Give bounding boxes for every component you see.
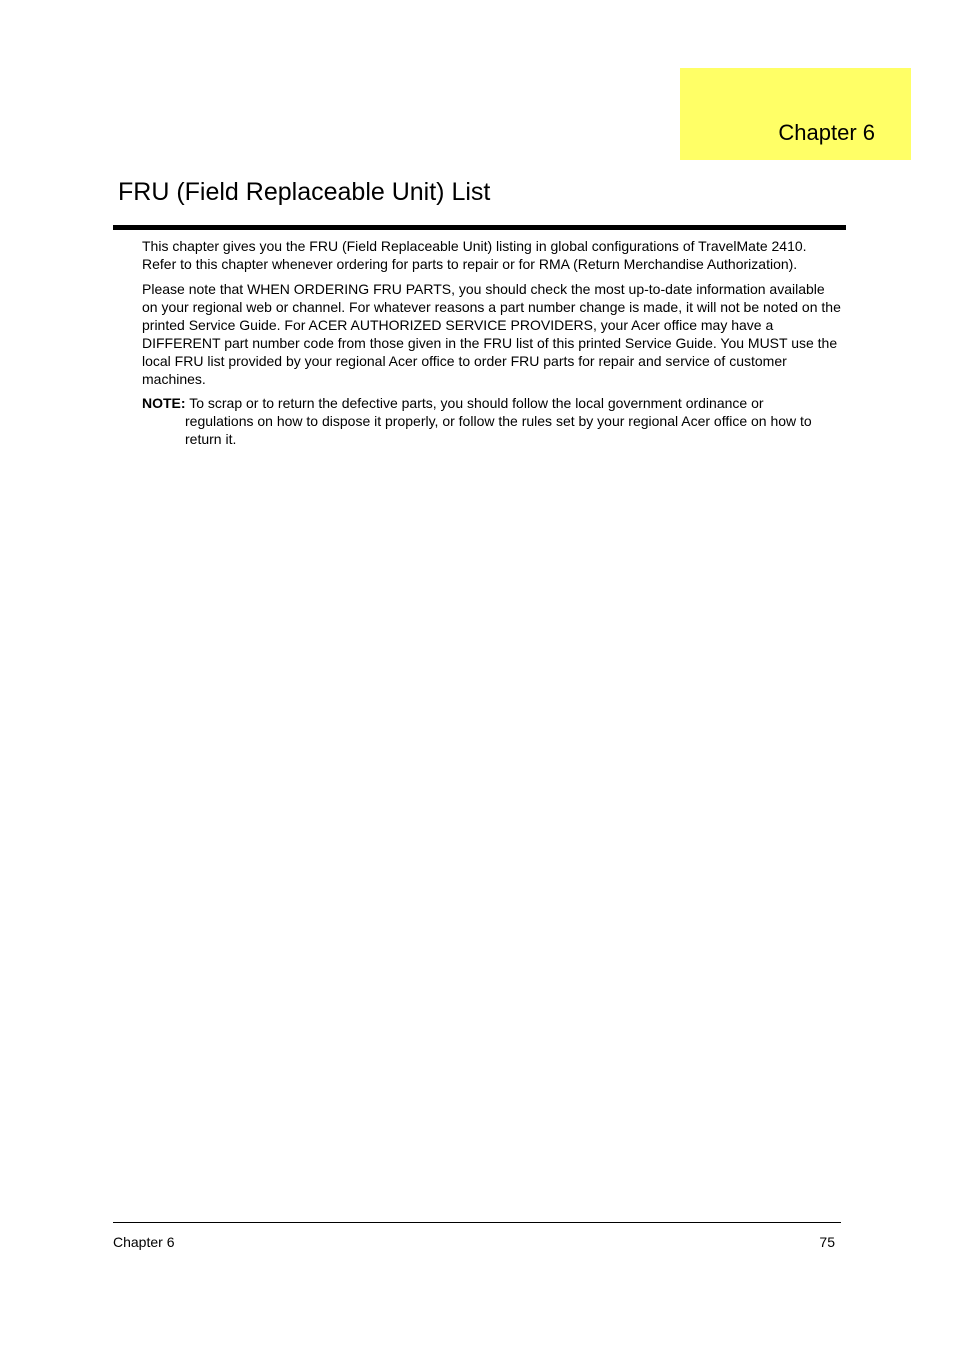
chapter-tab-label: Chapter 6	[778, 120, 875, 145]
note-continuation: regulations on how to dispose it properly, or follow the rules set by your regional Acer office on how to return it.	[185, 413, 812, 447]
note-block	[142, 394, 842, 448]
intro-paragraph: This chapter gives you the FRU (Field Replaceable Unit) listing in global configurations of TravelMate 2410. Refer to this chapter whenever ordering for parts to repair or for RMA (Return Merchandise Authorization).	[142, 238, 807, 272]
note-label: NOTE:	[142, 395, 186, 411]
note-first-line	[142, 394, 842, 412]
footer-chapter: Chapter 6	[113, 1234, 175, 1250]
page-title: FRU (Field Replaceable Unit) List	[118, 178, 491, 206]
footer-divider	[113, 1222, 841, 1223]
footer-page-number: 75	[819, 1234, 835, 1250]
ordering-notice-paragraph: Please note that WHEN ORDERING FRU PARTS, you should check the most up-to-date information available on your regional web or channel. For whatever reasons a part number change is made, it will not be noted on the printed Service Guide. For ACER AUTHORIZED SERVICE PROVIDERS, your Acer office may have a DIFFERENT part number code from those given in the FRU list of this printed Service Guide. You MUST use the local FRU list provided by your regional Acer office to order FRU parts for repair and service of customer machines.	[142, 281, 841, 387]
note-first-text: To scrap or to return the defective parts, you should follow the local government ordinance or	[189, 395, 764, 411]
title-divider	[113, 225, 846, 230]
chapter-tab	[680, 68, 911, 160]
